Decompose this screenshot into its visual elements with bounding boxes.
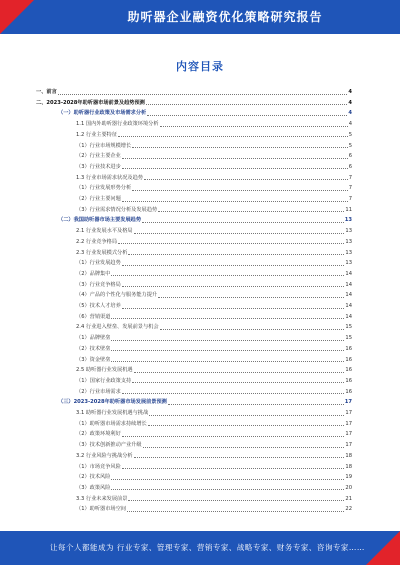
toc-entry[interactable] bbox=[76, 238, 352, 246]
toc-entry-title: 3.1 助听器行业发展机遇与挑战 bbox=[76, 410, 149, 416]
toc-entry-title: （3）技术创新推动产业升级 bbox=[76, 442, 142, 449]
toc-entry-title: （6）营销渠道 bbox=[76, 313, 111, 320]
toc-entry[interactable] bbox=[76, 184, 352, 192]
toc-entry[interactable] bbox=[76, 409, 352, 417]
toc-page-number: 13 bbox=[345, 260, 352, 267]
toc-dot-leader bbox=[118, 239, 344, 244]
toc-entry[interactable] bbox=[76, 323, 352, 331]
toc-entry-title: （一）助听器行业政策及市场需求分析 bbox=[58, 110, 147, 117]
toc-entry-title: （3）行业技术进步 bbox=[76, 163, 121, 170]
toc-entry-title: （1）行业发展形势分析 bbox=[76, 185, 132, 192]
toc-entry[interactable] bbox=[76, 420, 352, 428]
toc-entry[interactable] bbox=[76, 163, 352, 171]
toc-dot-leader bbox=[118, 132, 348, 137]
toc-page-number: 4 bbox=[348, 99, 352, 106]
toc-dot-leader bbox=[111, 314, 344, 319]
document-title: 助听器企业融资优化策略研究报告 bbox=[127, 10, 323, 24]
toc-page-number: 7 bbox=[348, 174, 352, 181]
toc-dot-leader bbox=[122, 464, 345, 469]
toc-entry-title: 2.5 助听器行业发展机遇 bbox=[76, 367, 133, 374]
toc-entry[interactable] bbox=[76, 505, 352, 513]
page-header bbox=[0, 0, 400, 34]
toc-entry-title: （二）我国助听器市场主要发展趋势 bbox=[58, 217, 142, 224]
toc-entry[interactable] bbox=[76, 345, 352, 353]
toc-page-number: 18 bbox=[345, 452, 352, 459]
toc-dot-leader bbox=[122, 282, 345, 287]
toc-dot-leader bbox=[111, 336, 344, 341]
toc-page-number: 16 bbox=[345, 388, 352, 395]
toc-entry[interactable] bbox=[76, 120, 352, 128]
toc-entry[interactable] bbox=[76, 473, 352, 481]
toc-entry[interactable] bbox=[76, 174, 352, 182]
toc-entry[interactable] bbox=[76, 270, 352, 278]
toc-entry[interactable] bbox=[76, 142, 352, 150]
toc-page-number: 5 bbox=[348, 131, 352, 138]
toc-page-number: 14 bbox=[345, 303, 352, 309]
toc-entry[interactable] bbox=[76, 313, 352, 321]
toc-page-number: 5 bbox=[348, 142, 352, 149]
toc-entry-title: 1.3 行业市场需求状况及趋势 bbox=[76, 174, 143, 181]
toc-entry[interactable] bbox=[58, 398, 352, 406]
toc-dot-leader bbox=[128, 496, 344, 501]
toc-page-number: 7 bbox=[348, 196, 352, 202]
toc-entry[interactable] bbox=[76, 377, 352, 385]
footer-red-corner bbox=[366, 531, 400, 565]
toc-entry[interactable] bbox=[76, 131, 352, 139]
toc-page-number: 17 bbox=[345, 442, 352, 449]
toc-dot-leader bbox=[122, 197, 348, 202]
toc-entry-title: 1.1 国内外助听器行业政策环境分析 bbox=[76, 121, 159, 128]
toc-dot-leader bbox=[111, 475, 344, 480]
toc-page-number: 21 bbox=[345, 495, 352, 502]
toc-dot-leader bbox=[111, 271, 344, 276]
toc-entry-title: 2.2 行业竞争格局 bbox=[76, 238, 118, 245]
toc-dot-leader bbox=[144, 175, 348, 180]
page-footer bbox=[0, 531, 400, 565]
toc-dot-leader bbox=[148, 421, 345, 426]
toc-page-number: 11 bbox=[345, 206, 352, 213]
toc-page-number: 4 bbox=[348, 121, 352, 128]
toc-page-number: 14 bbox=[345, 281, 352, 288]
toc-entry-title: （2）行业市场需求 bbox=[76, 388, 121, 395]
toc-dot-leader bbox=[122, 304, 345, 309]
toc-entry-title: （1）品牌壁垒 bbox=[76, 335, 111, 342]
toc-dot-leader bbox=[132, 186, 348, 191]
toc-entry-title: 一、前言 bbox=[36, 89, 57, 95]
toc-page-number: 4 bbox=[348, 110, 352, 117]
toc-page-number: 16 bbox=[345, 377, 352, 384]
toc-dot-leader bbox=[146, 100, 348, 105]
toc-page-number: 15 bbox=[345, 324, 352, 331]
toc-page-number: 14 bbox=[345, 292, 352, 299]
toc-dot-leader bbox=[122, 261, 345, 266]
toc-entry-title: （4）产品的个性化与服务能力提升 bbox=[76, 292, 158, 299]
toc-page-number: 17 bbox=[345, 410, 352, 416]
toc-entry[interactable] bbox=[76, 366, 352, 374]
toc-entry[interactable] bbox=[76, 302, 352, 310]
toc-entry[interactable] bbox=[76, 452, 352, 460]
toc-dot-leader bbox=[142, 218, 344, 223]
toc-entry[interactable] bbox=[36, 88, 352, 96]
toc-page-number: 17 bbox=[344, 399, 352, 406]
toc-entry[interactable] bbox=[76, 195, 352, 203]
toc-entry-title: （3）行业需求情况分析及发展趋势 bbox=[76, 206, 158, 213]
toc-dot-leader bbox=[158, 293, 344, 298]
toc-entry[interactable] bbox=[76, 441, 352, 449]
toc-entry-title: （1）助听器市场空间 bbox=[76, 506, 126, 513]
toc-dot-leader bbox=[127, 507, 344, 512]
toc-page-number: 16 bbox=[345, 345, 352, 352]
toc-page-number: 14 bbox=[345, 313, 352, 320]
toc-dot-leader bbox=[134, 229, 345, 234]
toc-heading: 内容目录 bbox=[176, 60, 224, 73]
toc-entry[interactable] bbox=[76, 356, 352, 364]
toc-entry[interactable] bbox=[76, 291, 352, 299]
toc-dot-leader bbox=[122, 164, 348, 169]
toc-entry-title: （3）资金壁垒 bbox=[76, 356, 111, 363]
toc-dot-leader bbox=[128, 250, 344, 255]
footer-slogan: 让每个人都能成为 行业专家、管理专家、营销专家、战略专家、财务专家、咨询专家…… bbox=[50, 543, 365, 552]
toc-dot-leader bbox=[134, 453, 345, 458]
toc-entry[interactable] bbox=[58, 109, 352, 117]
toc-dot-leader bbox=[111, 357, 344, 362]
toc-page-number: 16 bbox=[345, 356, 352, 363]
toc-entry-title: （2）行业主要企业 bbox=[76, 153, 121, 160]
toc-entry[interactable] bbox=[76, 334, 352, 342]
toc-dot-leader bbox=[134, 368, 345, 373]
toc-dot-leader bbox=[149, 411, 344, 416]
toc-page-number: 13 bbox=[345, 249, 352, 256]
toc-page-number: 6 bbox=[348, 163, 352, 170]
toc-entry[interactable] bbox=[76, 430, 352, 438]
toc-entry[interactable] bbox=[58, 216, 352, 224]
toc-entry[interactable] bbox=[76, 495, 352, 503]
toc-dot-leader bbox=[122, 432, 345, 437]
toc-entry-title: 3.2 行业风险与挑战分析 bbox=[76, 452, 133, 459]
toc-page-number: 13 bbox=[345, 228, 352, 235]
toc-page-number: 17 bbox=[345, 420, 352, 427]
toc-page-number: 13 bbox=[345, 238, 352, 245]
toc-dot-leader bbox=[122, 389, 345, 394]
toc-entry-title: （1）行业发展趋势 bbox=[76, 260, 121, 267]
toc-entry-title: 1.2 行业主要特征 bbox=[76, 131, 118, 138]
toc-dot-leader bbox=[122, 154, 348, 159]
toc-page-number: 6 bbox=[348, 153, 352, 160]
toc-entry-title: （三）2023-2028年助听器市场发展前景预测 bbox=[58, 399, 167, 406]
toc-page-number: 4 bbox=[348, 89, 352, 95]
toc-page-number: 20 bbox=[345, 484, 352, 491]
toc-entry[interactable] bbox=[76, 152, 352, 160]
toc-page-number: 19 bbox=[345, 474, 352, 481]
toc-entry-title: （2）政策环境利好 bbox=[76, 431, 121, 438]
toc-entry[interactable] bbox=[76, 259, 352, 267]
toc-dot-leader bbox=[58, 90, 348, 95]
toc-page-number: 17 bbox=[345, 431, 352, 438]
toc-entry[interactable] bbox=[76, 388, 352, 396]
toc-page-number: 7 bbox=[348, 185, 352, 192]
toc-entry-title: （3）政策风险 bbox=[76, 484, 111, 491]
toc-entry-title: 2.3 行业发展模式分析 bbox=[76, 249, 128, 256]
toc-entry-title: （2）技术壁垒 bbox=[76, 345, 111, 352]
toc-entry-title: （3）行业竞争格局 bbox=[76, 281, 121, 288]
toc-entry[interactable] bbox=[76, 484, 352, 492]
toc-dot-leader bbox=[160, 122, 348, 127]
toc-entry[interactable] bbox=[76, 227, 352, 235]
toc-dot-leader bbox=[143, 443, 345, 448]
toc-entry-title: （2）品牌集中 bbox=[76, 270, 111, 277]
toc-page-number: 13 bbox=[344, 217, 352, 224]
toc-page-number: 15 bbox=[345, 335, 352, 342]
toc-dot-leader bbox=[147, 111, 347, 116]
toc-page-number: 14 bbox=[345, 270, 352, 277]
toc-dot-leader bbox=[132, 378, 344, 383]
toc-dot-leader bbox=[160, 325, 345, 330]
toc-dot-leader bbox=[168, 400, 344, 405]
toc-entry-title: （1）国家行业政策支持 bbox=[76, 377, 132, 384]
toc-entry[interactable] bbox=[36, 99, 352, 107]
toc-page-number: 22 bbox=[345, 506, 352, 513]
toc-entry[interactable] bbox=[76, 206, 352, 214]
toc-entry-title: （2）技术风险 bbox=[76, 474, 111, 481]
toc-dot-leader bbox=[132, 143, 348, 148]
toc-entry-title: 3.3 行业未来发展前景 bbox=[76, 495, 128, 502]
header-red-corner bbox=[0, 0, 34, 34]
toc-entry-title: 2.1 行业发展水平及格局 bbox=[76, 228, 133, 235]
toc-page-number: 16 bbox=[345, 367, 352, 374]
toc-dot-leader bbox=[111, 346, 344, 351]
toc-dot-leader bbox=[158, 207, 344, 212]
toc-entry[interactable] bbox=[76, 463, 352, 471]
toc-entry-title: （2）行业主要问题 bbox=[76, 196, 121, 202]
toc-dot-leader bbox=[111, 485, 344, 490]
toc-entry-title: （1）市场竞争风险 bbox=[76, 463, 121, 470]
toc-page-number: 18 bbox=[345, 463, 352, 470]
toc-entry[interactable] bbox=[76, 249, 352, 257]
toc-entry-title: 二、2023-2028年助听器市场前景及趋势预测 bbox=[36, 99, 145, 106]
toc-entry[interactable] bbox=[76, 281, 352, 289]
toc-entry-title: 2.4 行业进入壁垒、发展前景与机会 bbox=[76, 324, 159, 331]
toc-entry-title: （1）助听器市场需求持续增长 bbox=[76, 420, 147, 427]
toc-entry-title: （1）行业市场规模增长 bbox=[76, 142, 132, 149]
toc-entry-title: （5）技术人才培养 bbox=[76, 303, 121, 309]
